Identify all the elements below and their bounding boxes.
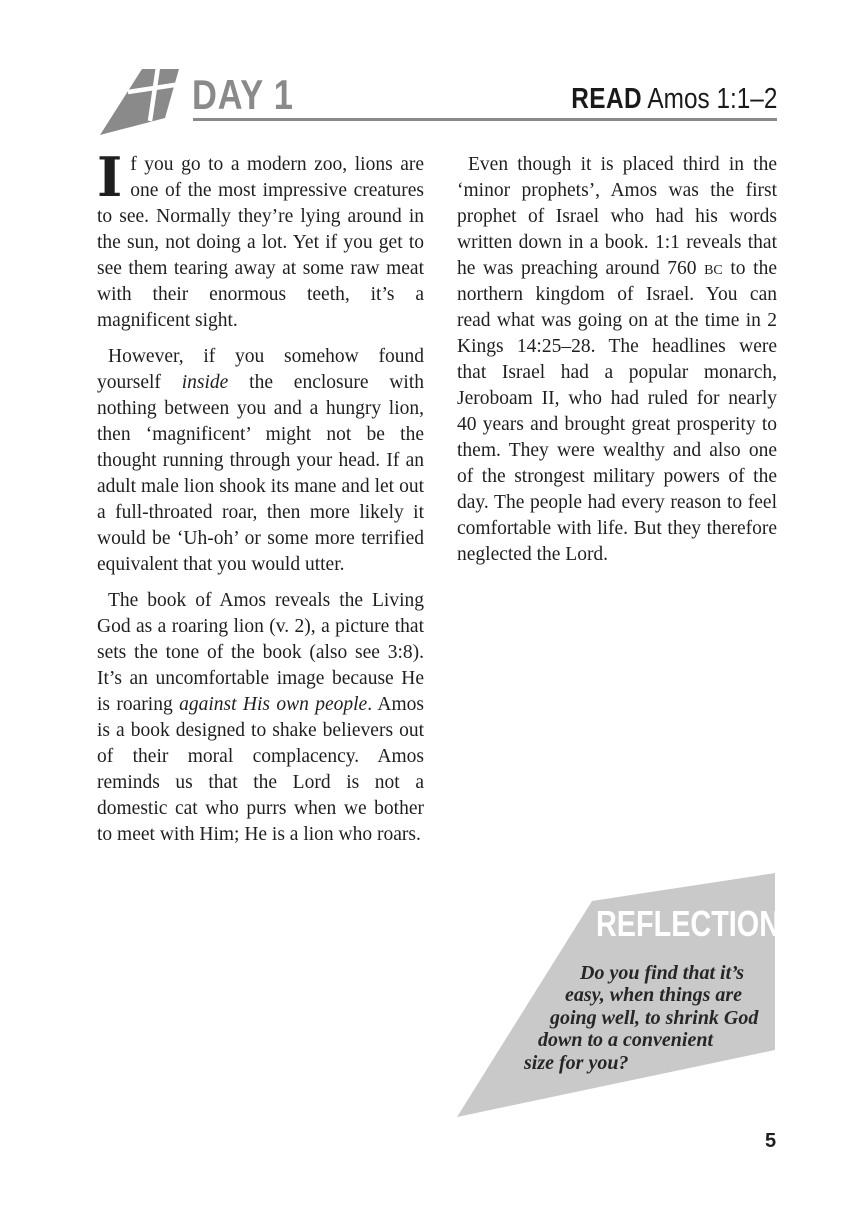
question-line: size for you? bbox=[524, 1051, 629, 1074]
drop-cap: I bbox=[97, 145, 123, 209]
question-line: easy, when things are bbox=[565, 984, 743, 1007]
right-column bbox=[457, 152, 777, 848]
reflection-question bbox=[524, 962, 758, 1074]
read-passage: Amos 1:1–2 bbox=[646, 83, 777, 115]
article-columns bbox=[97, 145, 777, 848]
paragraph-roaring-lion: The book of Amos reveals the Living God as a roaring lion (v. 2), a picture that sets the tone of the book (also see 3:8). It’s an uncomfortable image because He is roaring against His own people. Amos is a book designed to shake believers out of their moral complacency. Amos reminds us that the Lord is not a domestic cat who purrs when we bother to meet with Him; He is a lion who roars. bbox=[97, 590, 424, 845]
left-column bbox=[97, 145, 424, 848]
reflection-heading: REFLECTION bbox=[596, 903, 780, 944]
paragraph-zoo bbox=[97, 145, 424, 334]
paragraph-enclosure: However, if you somehow found yourself inside the enclosure with nothing between you and a hungry lion, then ‘magnificent’ might not be the thought running through your head. If an adult male lion shook its mane and let out a full-throated roar, then more likely it would be ‘Uh-oh’ or some more terrified equivalent that you would utter. bbox=[97, 346, 424, 575]
cross-banner-logo-icon bbox=[90, 58, 190, 143]
header-divider bbox=[193, 118, 777, 121]
question-line: Do you find that it’s bbox=[580, 962, 745, 984]
question-line: going well, to shrink God bbox=[550, 1006, 759, 1029]
question-line: down to a convenient bbox=[538, 1029, 714, 1052]
read-label: READ bbox=[570, 83, 642, 115]
paragraph-history: Even though it is placed third in the ‘minor prophets’, Amos was the first prophet of Israel who had his words written down in a book. 1:1 reveals that he was preaching around 760 bc to the northern kingdom of Israel. You can read what was going on at the time in 2 Kings 14:25–28. The headlines were that Israel had a popular monarch, Jeroboam II, who had ruled for nearly 40 years and brought great prosperity to them. They were wealthy and also one of the strongest military powers of the day. The people had every reason to feel comfortable with life. But they therefore neglected the Lord. bbox=[457, 154, 777, 565]
read-reference bbox=[571, 85, 777, 114]
day-heading: DAY 1 bbox=[192, 71, 294, 118]
page-number: 5 bbox=[765, 1130, 777, 1152]
paragraph-zoo-text: f you go to a modern zoo, lions are one of the most impressive creatures to see. Normally they’re lying around in the sun, not doing a lot. Yet if you get to see them tearing away at some raw meat with their enormous teeth, it’s a magnificent sight. bbox=[97, 154, 424, 331]
